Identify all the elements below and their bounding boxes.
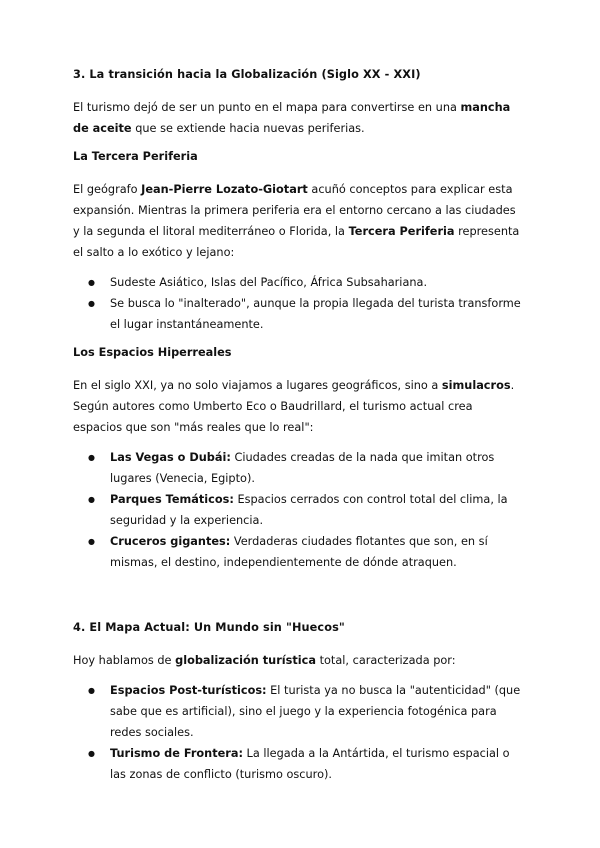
- tercera-periferia-list: [73, 272, 523, 335]
- tercera-periferia-paragraph: El geógrafo Jean-Pierre Lozato-Giotart acuñó conceptos para explicar esta expansión. Mientras la primera periferia era el entorno cercano a las ciudades y la segunda el litoral mediterráneo o Florida, la Tercera Periferia representa el salto a lo exótico y lejano:: [73, 183, 520, 259]
- espacios-hiperreales-heading: Los Espacios Hiperreales: [73, 346, 232, 359]
- list-item: ● Se busca lo "inalterado", aunque la propia llegada del turista transforme el lugar instantáneamente.: [73, 293, 523, 335]
- section4-title: 4. El Mapa Actual: Un Mundo sin "Huecos": [73, 621, 345, 634]
- list-item: ● Parques Temáticos: Espacios cerrados con control total del clima, la seguridad y la experiencia.: [73, 489, 523, 531]
- section4-intro: Hoy hablamos de globalización turística total, caracterizada por:: [73, 654, 456, 667]
- list-item: ● Sudeste Asiático, Islas del Pacífico, África Subsahariana.: [73, 272, 523, 293]
- list-item: ● Espacios Post-turísticos: El turista ya no busca la "autenticidad" (que sabe que es artificial), sino el juego y la experiencia fotogénica para redes sociales.: [73, 680, 523, 743]
- section3-intro: El turismo dejó de ser un punto en el mapa para convertirse en una mancha de aceite que se extiende hacia nuevas periferias.: [73, 101, 511, 135]
- tercera-periferia-heading: La Tercera Periferia: [73, 150, 198, 163]
- espacios-hiperreales-list: [73, 447, 523, 573]
- list-item: ● Cruceros gigantes: Verdaderas ciudades flotantes que son, en sí mismas, el destino, independientemente de dónde atraquen.: [73, 531, 523, 573]
- section3-title: 3. La transición hacia la Globalización (Siglo XX - XXI): [73, 68, 421, 81]
- list-item: ● Las Vegas o Dubái: Ciudades creadas de la nada que imitan otros lugares (Venecia, Egipto).: [73, 447, 523, 489]
- section4-list: [73, 680, 523, 785]
- espacios-hiperreales-paragraph: En el siglo XXI, ya no solo viajamos a lugares geográficos, sino a simulacros. Según autores como Umberto Eco o Baudrillard, el turismo actual crea espacios que son "más reales que lo real":: [73, 379, 515, 434]
- document-body: [73, 66, 523, 785]
- list-item: ● Turismo de Frontera: La llegada a la Antártida, el turismo espacial o las zonas de conflicto (turismo oscuro).: [73, 743, 523, 785]
